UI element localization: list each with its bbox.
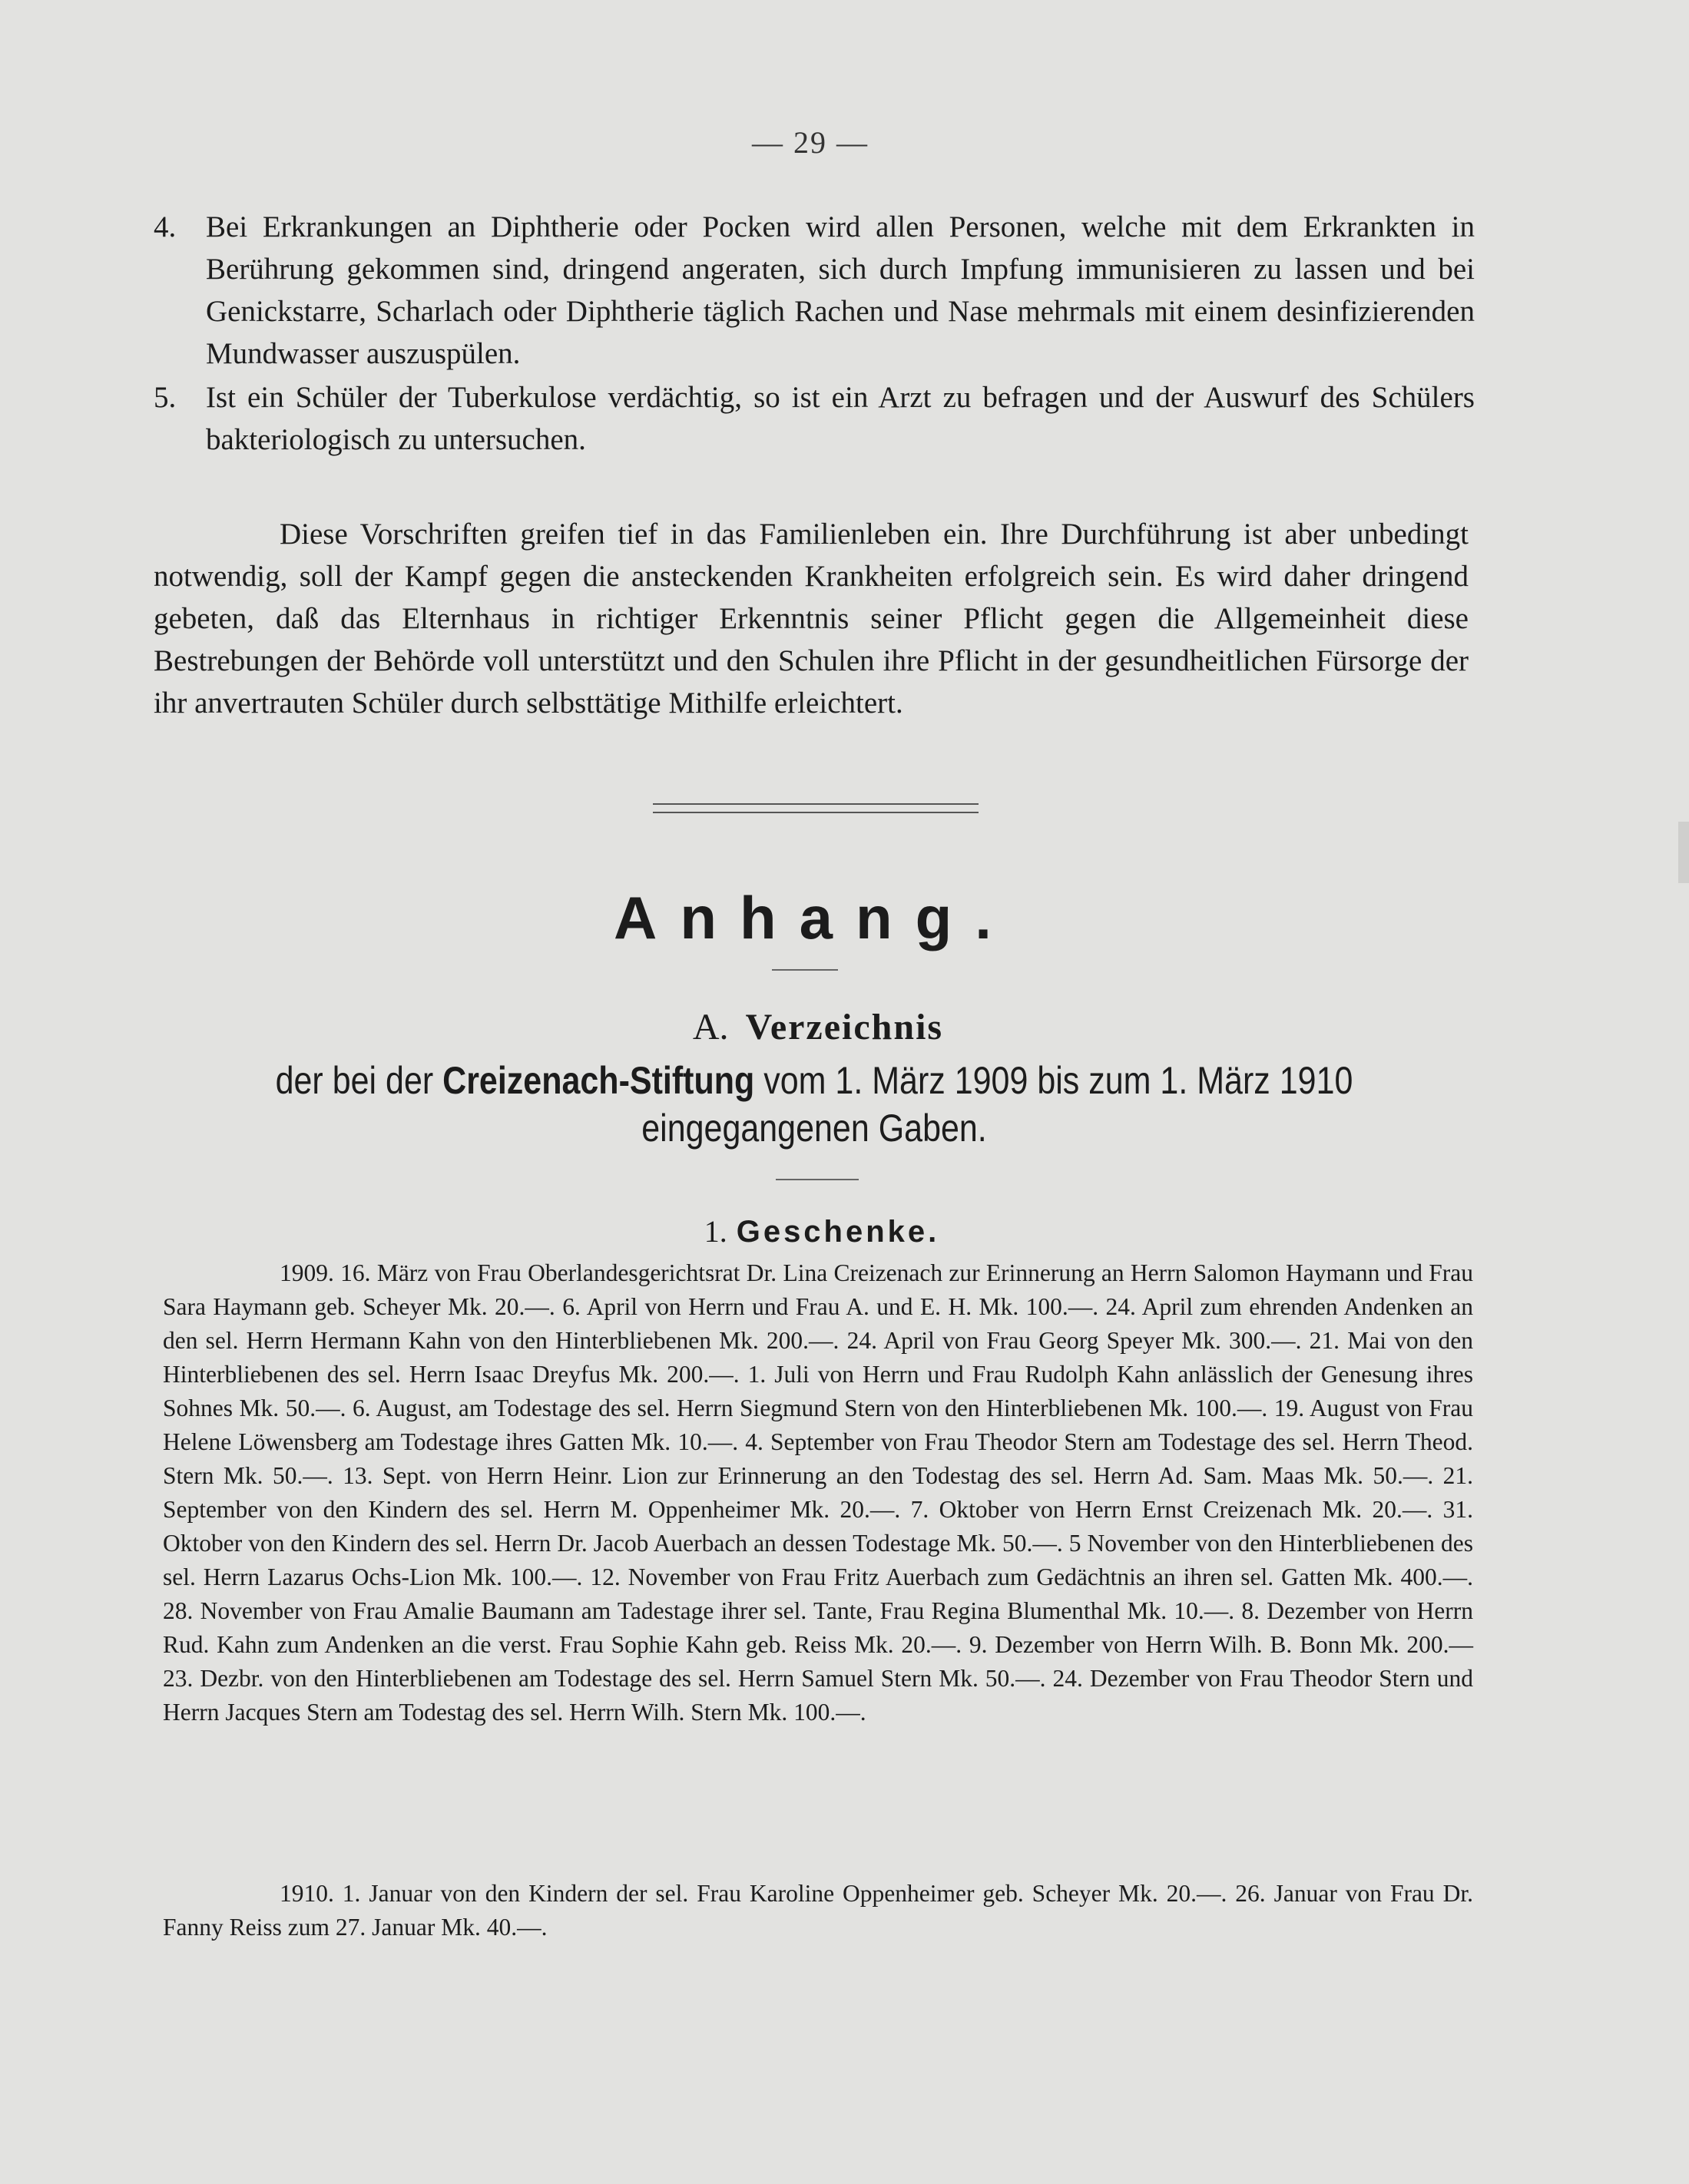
section-divider — [653, 803, 979, 813]
subtitle-pre: der bei der — [275, 1059, 434, 1102]
subtitle-rule — [776, 1179, 859, 1180]
donations-1909: 1909. 16. März von Frau Oberlandesgerichtsrat Dr. Lina Creizenach zur Erinnerung an Herrn Salomon Haymann und Frau Sara Haymann geb. Scheyer Mk. 20.—. 6. April von Herrn und Frau A. und E. H. Mk. 100.—. 24. April zum ehrenden Andenken an den sel. Herrn Hermann Kahn von den Hinterbliebenen Mk. 200.—. 24. April von Frau Georg Speyer Mk. 300.—. 21. Mai von den Hinterbliebenen des sel. Herrn Isaac Dreyfus Mk. 200.—. 1. Juli von Herrn und Frau Rudolph Kahn anlässlich der Genesung ihres Sohnes Mk. 50.—. 6. August, am Todestage des sel. Herrn Siegmund Stern von den Hinterbliebenen Mk. 100.—. 19. August von Frau Helene Löwensberg am Todestage ihres Gatten Mk. 10.—. 4. September von Frau Theodor Stern am Todestage des sel. Herrn Theod. Stern Mk. 50.—. 13. Sept. von Herrn Heinr. Lion zur Erinnerung an den Todestag des sel. Herrn Ad. Sam. Maas Mk. 50.—. 21. September von den Kindern des sel. Herrn M. Oppenheimer Mk. 20.—. 7. Oktober von Herrn Ernst Creizenach Mk. 20.—. 31. Oktober von den Kindern des sel. Herrn Dr. Jacob Auerbach an dessen Todestage Mk. 50.—. 5 November von den Hinterbliebenen des sel. Herrn Lazarus Ochs-Lion Mk. 100.—. 12. November von Frau Fritz Auerbach zum Gedächtnis an ihren sel. Gatten Mk. 400.—. 28. November von Frau Amalie Baumann am Tadestage ihrer sel. Tante, Frau Regina Blumenthal Mk. 10.—. 8. Dezember von Herrn Rud. Kahn zum Andenken an die verst. Frau Sophie Kahn geb. Reiss Mk. 20.—. 9. Dezember von Herrn Wilh. B. Bonn Mk. 200.— 23. Dezbr. von den Hinterbliebenen am Todestage des sel. Herrn Samuel Stern Mk. 50.—. 24. Dezember von Frau Theodor Stern und Herrn Jacques Stern am Todestag des sel. Herrn Wilh. Stern Mk. 100.—. — [163, 1259, 1473, 1726]
section-subtitle — [270, 1057, 1359, 1152]
body-paragraph: Diese Vorschriften greifen tief in das Familienleben ein. Ihre Durchführung ist aber unbedingt notwendig, soll der Kampf gegen die ansteckenden Krankheiten erfolgreich sein. Es wird daher dringend gebeten, daß das Elternhaus in richtiger Erkenntnis seiner Pflicht gegen die Allgemeinheit diese Bestrebungen der Behörde voll unterstützt und den Schulen ihre Pflicht in der gesundheitlichen Fürsorge der ihr anvertrauten Schüler durch selbsttätige Mithilfe erleichtert. — [154, 518, 1469, 720]
subsection-title: Geschenke. — [736, 1215, 940, 1249]
list-item — [154, 206, 1475, 375]
list-item-text: Ist ein Schüler der Tuberkulose verdächtig, so ist ein Arzt zu befragen und der Auswurf des Schülers bakteriologisch zu untersuchen. — [206, 381, 1475, 456]
page-number: — 29 — — [752, 125, 869, 160]
edge-mark — [1678, 822, 1689, 883]
section-title: Verzeichnis — [745, 1007, 944, 1047]
title-rule — [772, 969, 838, 971]
section-heading — [0, 1006, 1636, 1048]
subtitle-post: vom 1. März 1909 bis zum 1. März 1910 eingegangenen Gaben. — [641, 1059, 1353, 1150]
subsection-heading — [0, 1213, 1644, 1249]
list-item-number: 5. — [154, 381, 177, 414]
subtitle-foundation: Creizenach-Stiftung — [442, 1059, 755, 1102]
section-letter: A. — [692, 1007, 729, 1047]
list-item — [154, 376, 1475, 461]
list-item-text: Bei Erkrankungen an Diphtherie oder Pocken wird allen Personen, welche mit dem Erkrankten in Berührung gekommen sind, dringend angeraten, sich durch Impfung immunisieren zu lassen und bei Genickstarre, Scharlach oder Diphtherie täglich Rachen und Nase mehrmals mit einem desinfizierenden Mundwasser auszuspülen. — [206, 210, 1475, 370]
list-item-number: 4. — [154, 210, 177, 243]
appendix-title: Anhang. — [614, 884, 1015, 951]
subsection-number: 1. — [704, 1214, 727, 1249]
numbered-list — [154, 206, 1475, 462]
donations-1910: 1910. 1. Januar von den Kindern der sel. Frau Karoline Oppenheimer geb. Scheyer Mk. 20.—. 26. Januar von Frau Dr. Fanny Reiss zum 27. Januar Mk. 40.—. — [163, 1880, 1473, 1941]
